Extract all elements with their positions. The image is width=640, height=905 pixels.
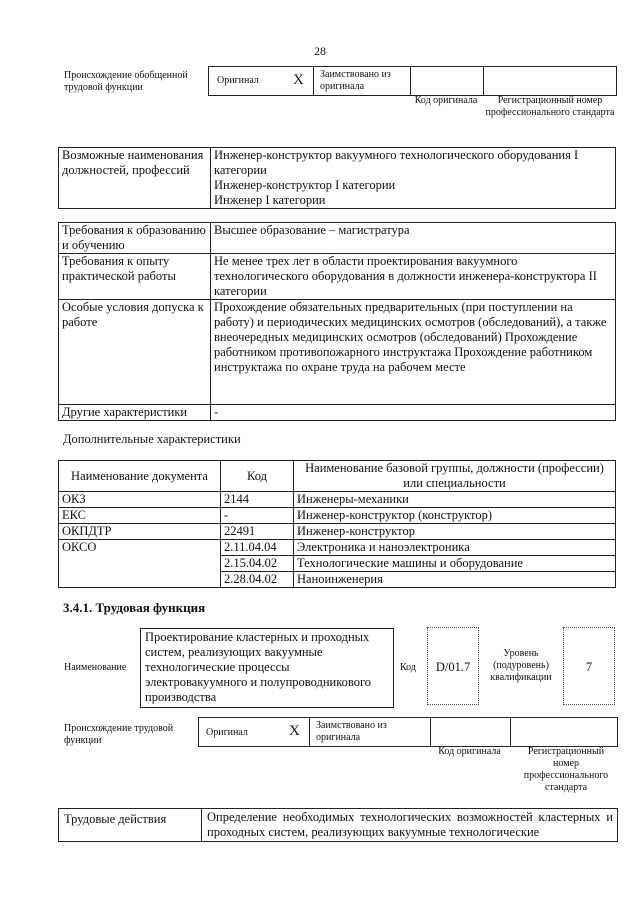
origin2-mark: X [289, 723, 300, 739]
function-code-cell [427, 627, 479, 705]
function-level-cell [563, 627, 615, 705]
labor-actions-label: Трудовые действия [64, 812, 167, 826]
origin-original-label: Оригинал [217, 75, 259, 86]
origin-original-cell [208, 66, 314, 96]
row-name: Инженер-конструктор (конструктор) [294, 508, 616, 524]
row-code: 22491 [221, 524, 294, 540]
origin-borrowed-label: Заимствовано из оригинала [320, 69, 391, 92]
reg-number-caption: Регистрационный номер профессионального стандарта [485, 95, 615, 118]
positions-values [211, 148, 616, 209]
origin-mark: X [293, 72, 304, 88]
origin-code-cell [410, 66, 484, 96]
function-level-value: 7 [585, 660, 593, 674]
row-doc: ОКПДТР [59, 524, 221, 540]
column-divider [201, 809, 202, 841]
row-code: - [221, 508, 294, 524]
origin2-reg-cell [510, 717, 618, 747]
additional-title: Дополнительные характеристики [63, 432, 241, 446]
col-header-code: Код [221, 461, 294, 492]
row-code: 2144 [221, 492, 294, 508]
req-value: Прохождение обязательных предварительных (при поступлении на работу) и периодических медицинских осмотров (обследований), а также внеочередных медицинских осмотров (обследований) Прохождение работником противопожарного инструктажа Прохождение работником инструктажа по охране труда на рабочем месте [211, 300, 616, 405]
req-value: Высшее образование – магистратура [211, 223, 616, 254]
row-doc: ЕКС [59, 508, 221, 524]
req-label: Особые условия допуска к работе [59, 300, 211, 405]
origin2-original-cell [198, 717, 310, 747]
origin2-code-cell [430, 717, 511, 747]
origin-reg-cell [483, 66, 617, 96]
positions-table [58, 147, 616, 209]
req-label: Требования к опыту практической работы [59, 254, 211, 300]
code-original-caption-2: Код оригинала [438, 746, 501, 757]
row-doc: ОКЗ [59, 492, 221, 508]
req-label: Другие характеристики [59, 405, 211, 421]
function-name-value: Проектирование кластерных и проходных систем, реализующих вакуумные технологические процессы электровакуумного и полупроводникового производства [140, 628, 394, 708]
row-code: 2.11.04.04 [221, 540, 294, 556]
function-code-label: Код [400, 662, 416, 673]
row-name: Электроника и наноэлектроника [294, 540, 616, 556]
reg-number-caption-2: Регистрационный номер профессионального стандарта [523, 746, 609, 793]
row-name: Инженеры-механики [294, 492, 616, 508]
origin-borrowed-cell [313, 66, 411, 96]
origin2-borrowed-label: Заимствовано из оригинала [316, 720, 387, 743]
labor-actions-value: Определение необходимых технологических возможностей кластерных и проходных систем, реализующих вакуумные технологические [207, 810, 613, 839]
row-doc: ОКСО [59, 540, 221, 588]
row-name: Технологические машины и оборудование [294, 556, 616, 572]
position-line: Инженер-конструктор I категории [214, 178, 396, 192]
row-code: 2.28.04.02 [221, 572, 294, 588]
origin2-label: Происхождение трудовой функции [64, 723, 174, 746]
row-code: 2.15.04.02 [221, 556, 294, 572]
req-value: Не менее трех лет в области проектирования вакуумного технологического оборудования в должности инженера-конструктора II категории [211, 254, 616, 300]
origin2-original-label: Оригинал [206, 727, 248, 738]
function-level-label: Уровень (подуровень) квалификации [490, 648, 552, 683]
col-header-doc: Наименование документа [59, 461, 221, 492]
position-line: Инженер-конструктор вакуумного технологического оборудования I категории [214, 148, 579, 177]
function-code-value: D/01.7 [435, 660, 471, 674]
row-name: Наноинженерия [294, 572, 616, 588]
positions-label: Возможные наименования должностей, профессий [59, 148, 211, 209]
origin2-borrowed-cell [309, 717, 431, 747]
section-title: 3.4.1. Трудовая функция [63, 600, 206, 615]
origin-label: Происхождение обобщенной трудовой функции [64, 70, 188, 93]
col-header-name: Наименование базовой группы, должности (профессии) или специальности [294, 461, 616, 492]
req-label: Требования к образованию и обучению [59, 223, 211, 254]
labor-actions-row [58, 808, 618, 842]
page-number: 28 [314, 44, 326, 58]
position-line: Инженер I категории [214, 193, 326, 207]
requirements-table [58, 222, 616, 421]
function-name-label: Наименование [64, 662, 127, 673]
row-name: Инженер-конструктор [294, 524, 616, 540]
req-value: - [211, 405, 616, 421]
code-original-caption: Код оригинала [414, 95, 478, 106]
additional-table [58, 460, 616, 588]
